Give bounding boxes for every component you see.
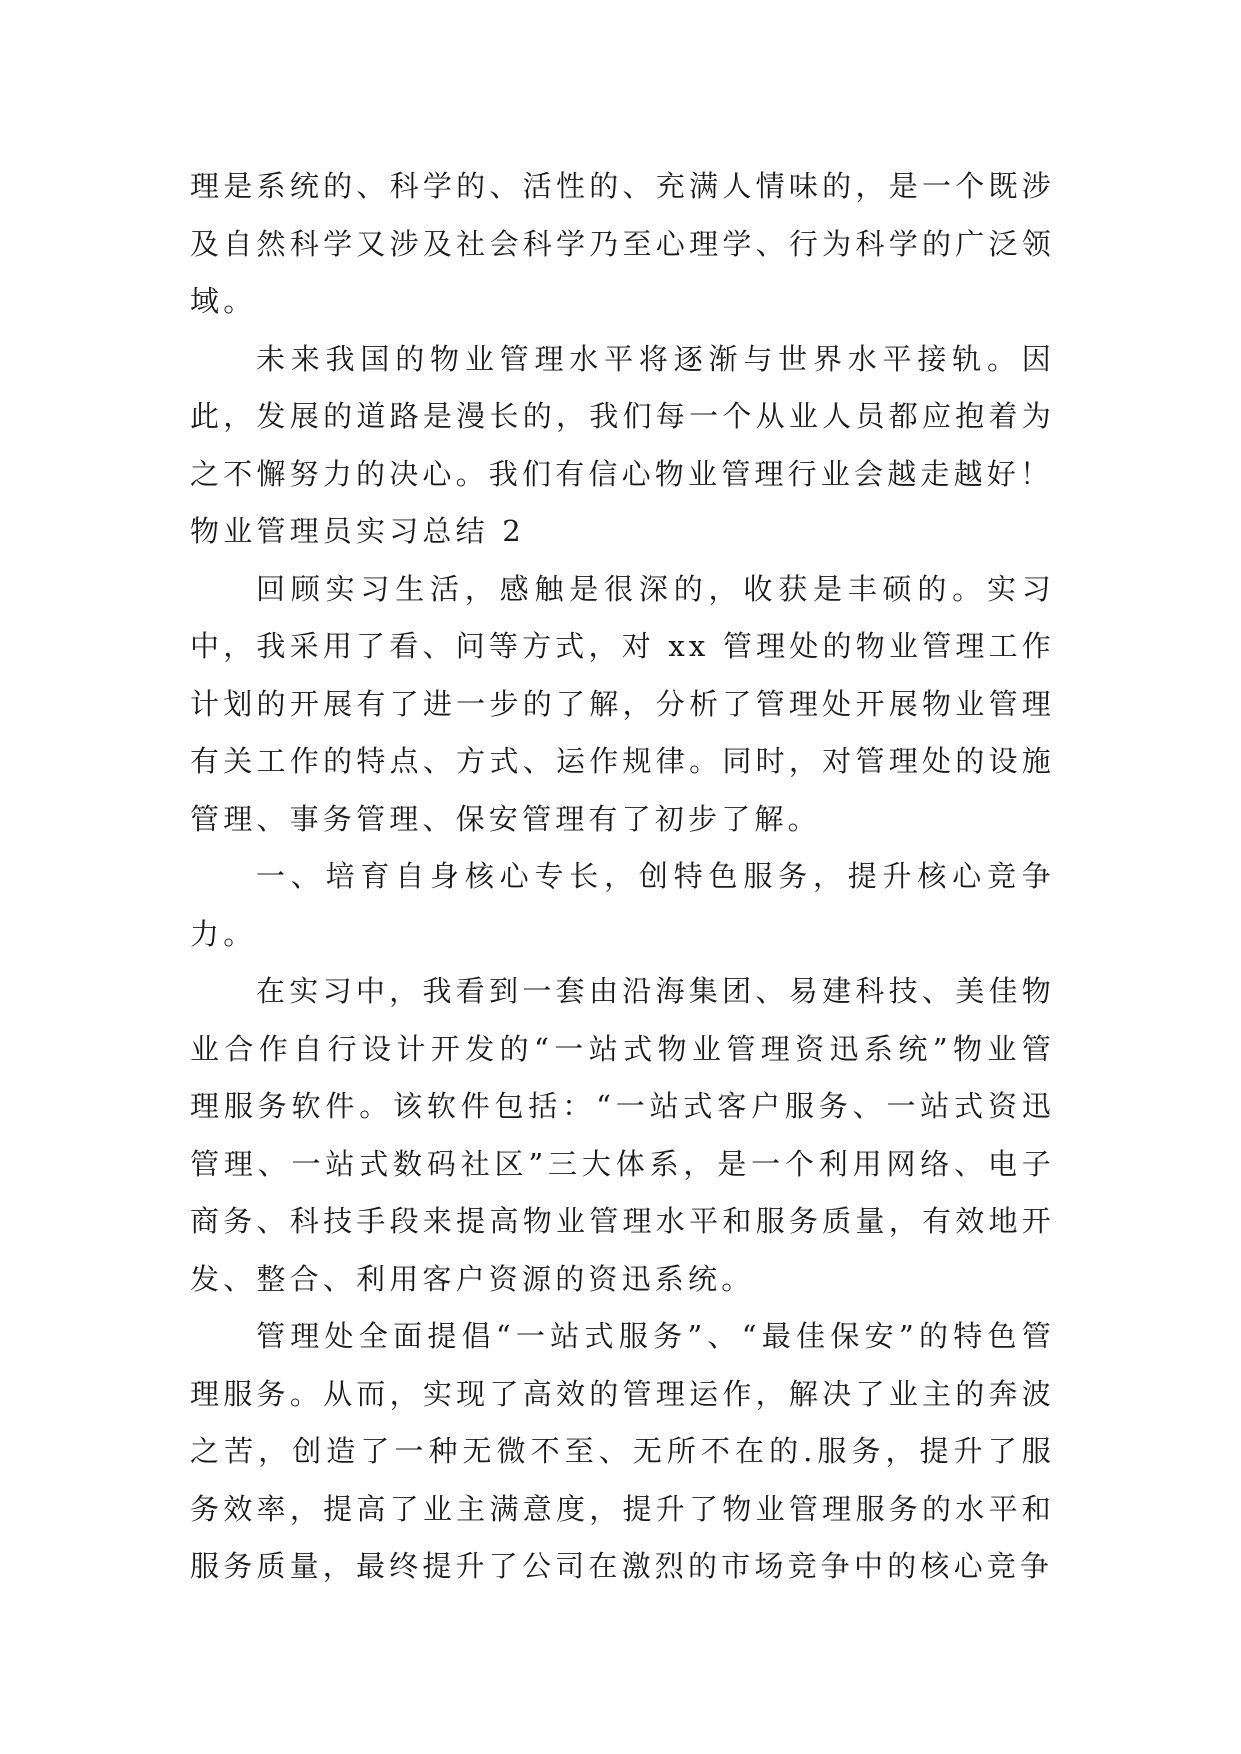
paragraph-service: 管理处全面提倡“一站式服务”、“最佳保安”的特色管理服务。从而，实现了高效的管理运作，解决了业主的奔波之苦，创造了一种无微不至、无所不在的.服务，提升了服务效率，提高了业主满意度，提升了物业管理服务的水平和服务质量，最终提升了公司在激烈的市场竞争中的核心竞争 (190, 1319, 1055, 1583)
section-heading: 物业管理员实习总结 2 (190, 514, 525, 548)
paragraph-point-one: 一、培育自身核心专长，创特色服务，提升核心竞争力。 (190, 859, 1055, 951)
paragraph-future-outlook: 未来我国的物业管理水平将逐渐与世界水平接轨。因此，发展的道路是漫长的，我们每一个从业人员都应抱着为之不懈努力的决心。我们有信心物业管理行业会越走越好！ (190, 341, 1055, 491)
paragraph-continuation: 理是系统的、科学的、活性的、充满人情味的，是一个既涉及自然科学又涉及社会科学乃至心理学、行为科学的广泛领域。 (190, 169, 1055, 318)
paragraph-software: 在实习中，我看到一套由沿海集团、易建科技、美佳物业合作自行设计开发的“一站式物业管理资迅系统”物业管理服务软件。该软件包括：“一站式客户服务、一站式资迅管理、一站式数码社区”三大体系，是一个利用网络、电子商务、科技手段来提高物业管理水平和服务质量，有效地开发、整合、利用客户资源的资迅系统。 (190, 974, 1055, 1296)
paragraph-review: 回顾实习生活，感触是很深的，收获是丰硕的。实习中，我采用了看、问等方式，对 xx 管理处的物业管理工作计划的开展有了进一步的了解，分析了管理处开展物业管理有关工作的特点、方式、运作规律。同时，对管理处的设施管理、事务管理、保安管理有了初步了解。 (190, 571, 1055, 836)
document-body (190, 158, 1055, 1596)
